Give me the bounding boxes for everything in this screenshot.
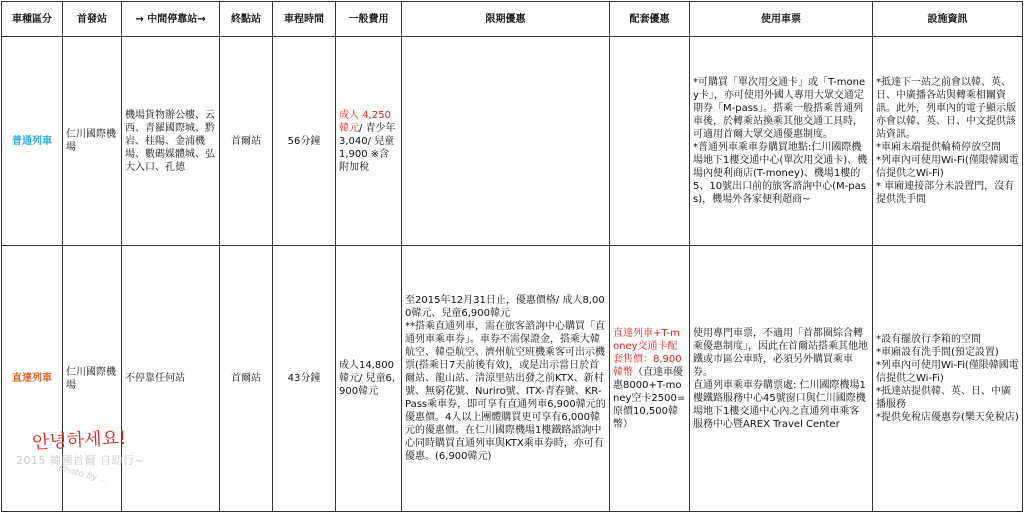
header-duration: 車程時間: [273, 2, 336, 37]
fare-detail: 成人14,800韓元/ 兒童6,900韓元: [339, 360, 396, 397]
header-package-offer: 配套優惠: [610, 2, 690, 37]
watermark-caption: 2015 韓國首爾 自助行~: [16, 454, 145, 467]
origin-station: 仁川國際機場: [63, 246, 122, 512]
intermediate-stops: 不停靠任何站: [122, 246, 220, 512]
package-offer: [610, 246, 690, 512]
ticket-info: *可購買「單次用交通卡」或「T-money卡」，亦可使用外國人專用大眾交通定期券「M-pass」。搭乘一般搭乘普通列車後，於轉乘站換乘其他交通工具時，可適用首爾大眾交通優惠制度。 *普通列車乘車券購買地點:仁川國際機場地下1樓交通中心(單次用交通卡)、機場內便利商店(T-money)、機場1樓的5、10號出口前的旅客諮詢中心(M-pass)，機場外各家便利超商~: [690, 37, 873, 246]
train-comparison-table: [1, 1, 1023, 512]
header-origin: 首發站: [63, 2, 122, 37]
header-facility: 設施資訊: [873, 2, 1023, 37]
destination-station: 首爾站: [220, 246, 273, 512]
header-limited-offer: 限期優惠: [402, 2, 610, 37]
fare-detail: / 青少年3,040/ 兒童1,900 ※含附加稅: [339, 122, 396, 173]
origin-station: 仁川國際機場: [63, 37, 122, 246]
watermark-greeting: 안녕하세요!: [31, 427, 127, 454]
train-type: 直達列車: [2, 246, 63, 512]
package-detail: （直達車優惠8000+T-money空卡2500=原價10,500韓幣）: [613, 366, 686, 430]
destination-station: 首爾站: [220, 37, 273, 246]
regular-fare: [336, 246, 402, 512]
header-destination: 終點站: [220, 2, 273, 37]
facility-info: *設有擺放行李箱的空間 *車廂設有洗手間(預定設置) *列車內可使用Wi-Fi(僅限韓國電信提供之Wi-Fi) *抵達站提供韓、英、日、中廣播服務 *提供免稅店優惠券(樂天免稅店): [873, 246, 1023, 512]
regular-fare: [336, 37, 402, 246]
ticket-info: 使用專門車票，不適用「首都圈綜合轉乘優惠制度」，因此在首爾站搭乘其他地鐵或市區公車時，必須另外購買乘車券。 直通列車乘車券購票處: 仁川國際機場1樓鐵路服務中心45號窗口與仁川國際機場地下1樓交通中心內之直通列車乘客服務中心暨AREX Travel Center: [690, 246, 873, 512]
travel-time: 56分鐘: [273, 37, 336, 246]
watermark-credit: Photo by ...: [57, 463, 110, 487]
limited-offer: [402, 37, 610, 246]
row-regular-train: [2, 37, 1023, 246]
intermediate-stops: 機場貨物辦公樓、云西、青羅國際城、黔岩、桂陽、金浦機場、數碼媒體城、弘大入口、孔德: [122, 37, 220, 246]
header-row: [2, 2, 1023, 37]
header-stops: → 中間停靠站→: [122, 2, 220, 37]
header-fare: 一般費用: [336, 2, 402, 37]
header-type: 車種區分: [2, 2, 63, 37]
header-ticket: 使用車票: [690, 2, 873, 37]
fare-highlight: 成人 4,250韓元: [339, 109, 391, 134]
facility-info: *抵達下一站之前會以韓、英、日、中廣播各站與轉乘相關資訊。此外，列車內的電子顯示版亦會以韓、英、日、中文提供該站資訊。 *車廂末端提供輪椅停放空間 *列車內可使用Wi-Fi(僅限韓國電信提供之Wi-Fi) * 車廂連接部分未設置門，沒有提供洗手間: [873, 37, 1023, 246]
package-highlight: 直達列車+T-money交通卡配套售價：8,900韓幣: [613, 327, 682, 378]
train-type: 普通列車: [2, 37, 63, 246]
travel-time: 43分鐘: [273, 246, 336, 512]
row-express-train: [2, 246, 1023, 512]
package-offer: [610, 37, 690, 246]
limited-offer: 至2015年12月31日止，優惠價格/ 成人8,000韓元、兒童6,900韓元 **搭乘直通列車，需在旅客諮詢中心購買「直通列車乘車券」。車券不需保證金，搭乘大韓航空、韓亞航空、濟州航空班機乘客可出示機票(搭乘日7天前後有效)，或是出示當日於首爾站、龍山站、清涼里站出發之前KTX、新村號、無窮花號、Nuriro號、ITX-青春號、KR-Pass乘車券，即可享有直通列車6,900韓元的優惠價。4人以上團體購買更可享有6,000韓元的優惠價。在仁川國際機場1樓鐵路諮詢中心同時購買直通列車與KTX乘車券時，亦可有優惠。(6,900韓元): [402, 246, 610, 512]
